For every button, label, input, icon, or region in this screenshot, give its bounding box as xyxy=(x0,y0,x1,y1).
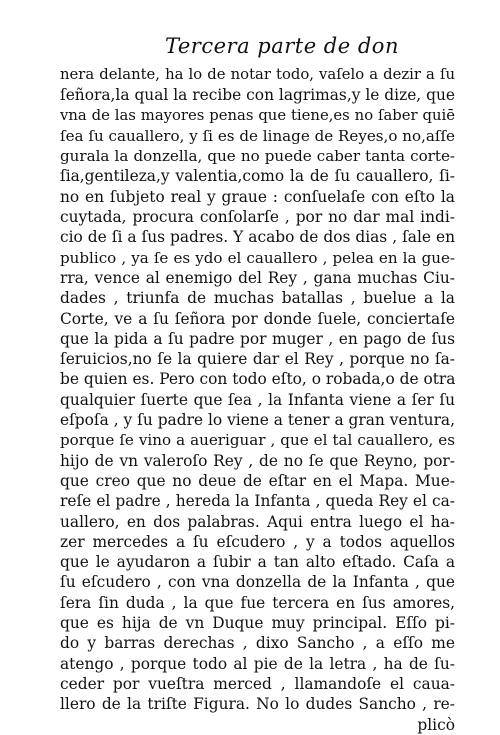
text-line: que la pida a ſu padre por muger , en pago de ſus xyxy=(60,329,455,348)
text-line: que le ayudaron a ſubir a tan alto eſtado. Caſa a xyxy=(60,553,455,572)
text-line: reſe el padre , hereda la Infanta , queda Rey el ca- xyxy=(60,492,455,511)
text-line: cio de ſi a ſus padres. Y acabo de dos dias , ſale en xyxy=(60,228,455,247)
text-line: que creo que no deue de eſtar en el Mapa. Mue- xyxy=(60,471,455,490)
running-title: Tercera parte de don xyxy=(165,34,399,58)
text-line: atengo , porque todo al pie de la letra , ha de ſu- xyxy=(60,654,455,673)
text-line: ſeñora,la qual la recibe con lagrimas,y le dize, que xyxy=(60,86,455,105)
body-text xyxy=(60,65,455,735)
text-line: porque ſe vino a aueriguar , que el tal cauallero, es xyxy=(60,431,455,450)
text-line: ſia,gentileza,y valentia,como la de ſu cauallero, ſi- xyxy=(60,167,455,186)
text-line: no en ſubjeto real y graue : conſuelaſe con eſto la xyxy=(60,187,455,206)
text-line: cuytada, procura conſolarſe , por no dar mal indi- xyxy=(60,208,455,227)
text-line: zer mercedes a ſu eſcudero , y a todos aquellos xyxy=(60,532,455,551)
text-line: publico , ya ſe es ydo el cauallero , pelea en la gue- xyxy=(60,248,455,267)
catchword: plicò xyxy=(417,715,455,734)
text-line: ſu eſcudero , con vna donzella de la Infanta , que xyxy=(60,573,455,592)
text-line: vna de las mayores penas que tiene,es no ſaber quiē xyxy=(60,106,455,124)
text-line: gurala la donzella, que no puede caber tanta corte- xyxy=(60,147,455,166)
text-line: nera delante, ha lo de notar todo, vaſelo a dezir a ſu xyxy=(60,66,455,83)
text-line: ceder por vueſtra merced , llamandoſe el caua- xyxy=(60,674,455,693)
text-line: que es hija de vn Duque muy principal. Eſſo pi- xyxy=(60,614,455,633)
text-line: hijo de vn valeroſo Rey , de no ſe que Reyno, por- xyxy=(60,451,455,470)
text-line: Corte, ve a ſu ſeñora por donde ſuele, conciertaſe xyxy=(60,309,455,328)
text-line: qualquier ſuerte que ſea , la Infanta viene a ſer ſu xyxy=(60,390,455,409)
text-line: llero de la triſte Figura. No lo dudes Sancho , re- xyxy=(60,695,455,714)
text-line: be quien es. Pero con todo eſto, o robada,o de otra xyxy=(60,370,456,389)
text-line: do y barras derechas , dixo Sancho , a eſſo me xyxy=(60,634,455,653)
text-line: rra, vence al enemigo del Rey , gana muchas Ciu- xyxy=(60,268,455,287)
text-line: ſera ſin duda , la que fue tercera en ſus amores, xyxy=(60,593,455,612)
text-line: ſea ſu cauallero, y ſi es de linage de Reyes,o no,aſſe xyxy=(60,126,455,145)
text-line: dades , triunfa de muchas batallas , buelue a la xyxy=(60,289,455,308)
text-line: ſeruicios,no ſe la quiere dar el Rey , porque no ſa- xyxy=(60,350,455,369)
text-line: uallero, en dos palabras. Aqui entra luego el ha- xyxy=(60,512,455,531)
text-line: eſpoſa , y ſu padre lo viene a tener a gran ventura, xyxy=(60,411,455,430)
